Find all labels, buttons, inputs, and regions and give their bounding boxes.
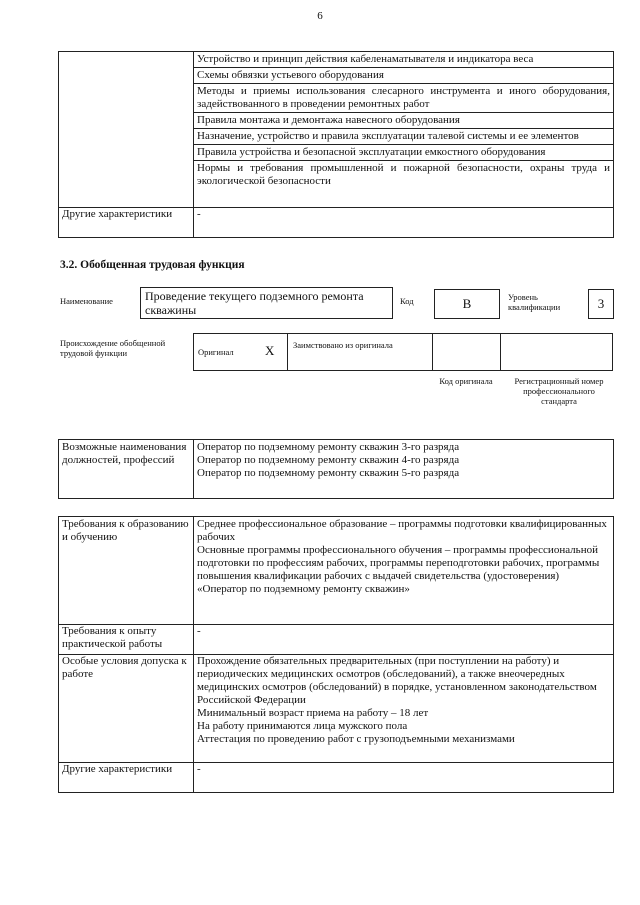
condition-line: На работу принимаются лица мужского пола xyxy=(197,720,408,732)
requirements-other-value: - xyxy=(194,763,614,793)
level-value: 3 xyxy=(588,289,614,319)
code-label: Код xyxy=(400,296,414,306)
experience-label: Требования к опыту практической работы xyxy=(59,625,194,655)
origin-label: Происхождение обобщенной трудовой функции xyxy=(60,338,166,358)
code-value: B xyxy=(434,289,500,319)
position-item: Оператор по подземному ремонту скважин 3-го разряда xyxy=(197,441,460,453)
position-item: Оператор по подземному ремонту скважин 4-го разряда xyxy=(197,454,460,466)
education-line: Основные программы профессионального обучения – программы профессиональной подготовки по профессиям рабочих, программы переподготовки рабочих, программы повышения квалификации рабочих с выдачей свидетельства (удостоверения) «Оператор по подземному ремонту скважин» xyxy=(197,544,600,595)
knowledge-item: Схемы обвязки устьевого оборудования xyxy=(194,68,613,84)
knowledge-item: Методы и приемы использования слесарного инструмента и иного оборудования, задействованного в проведении ремонтных работ xyxy=(194,84,613,113)
condition-line: Аттестация по проведению работ с грузоподъемными механизмами xyxy=(197,733,515,745)
original-label: Оригинал xyxy=(198,347,234,357)
borrowed-label: Заимствовано из оригинала xyxy=(293,340,393,350)
knowledge-table xyxy=(58,51,614,238)
other-characteristics-value: - xyxy=(194,208,614,238)
page-number: 6 xyxy=(317,10,323,22)
positions-list xyxy=(194,440,614,499)
conditions-label: Особые условия допуска к работе xyxy=(59,655,194,763)
knowledge-items-cell xyxy=(194,52,614,208)
requirements-other-label: Другие характеристики xyxy=(59,763,194,793)
name-label: Наименование xyxy=(60,296,113,306)
knowledge-item: Назначение, устройство и правила эксплуатации талевой системы и ее элементов xyxy=(194,129,613,145)
positions-label: Возможные наименования должностей, профессий xyxy=(59,440,194,499)
condition-line: Прохождение обязательных предварительных (при поступлении на работу) и периодических медицинских осмотров (обследований), а также внеочередных медицинских осмотров (обследований) в порядке, установленном законодательством Российской Федерации xyxy=(197,655,597,706)
other-characteristics-label: Другие характеристики xyxy=(59,208,194,238)
positions-table xyxy=(58,439,614,499)
section-title: 3.2. Обобщенная трудовая функция xyxy=(60,259,245,271)
requirements-table xyxy=(58,516,614,793)
divider xyxy=(432,333,433,371)
origin-box xyxy=(193,333,613,371)
education-value xyxy=(194,517,614,625)
knowledge-item: Правила устройства и безопасной эксплуатации емкостного оборудования xyxy=(194,145,613,161)
divider xyxy=(287,333,288,371)
code-original-caption: Код оригинала xyxy=(439,376,493,386)
name-value: Проведение текущего подземного ремонта скважины xyxy=(140,287,393,319)
level-label: Уровень квалификации xyxy=(508,292,561,312)
conditions-value xyxy=(194,655,614,763)
reg-number-caption: Регистрационный номер профессионального стандарта xyxy=(514,376,604,406)
knowledge-item: Нормы и требования промышленной и пожарной безопасности, охраны труда и экологической безопасности xyxy=(197,162,610,187)
education-line: Среднее профессиональное образование – программы подготовки квалифицированных рабочих xyxy=(197,518,607,543)
position-item: Оператор по подземному ремонту скважин 5-го разряда xyxy=(197,467,460,479)
knowledge-item: Устройство и принцип действия кабеленаматывателя и индикатора веса xyxy=(194,52,613,68)
divider xyxy=(500,333,501,371)
condition-line: Минимальный возраст приема на работу – 18 лет xyxy=(197,707,429,719)
education-label: Требования к образованию и обучению xyxy=(59,517,194,625)
knowledge-item: Правила монтажа и демонтажа навесного оборудования xyxy=(194,113,613,129)
original-mark: X xyxy=(265,343,275,358)
knowledge-label-cell xyxy=(59,52,194,208)
experience-value: - xyxy=(194,625,614,655)
